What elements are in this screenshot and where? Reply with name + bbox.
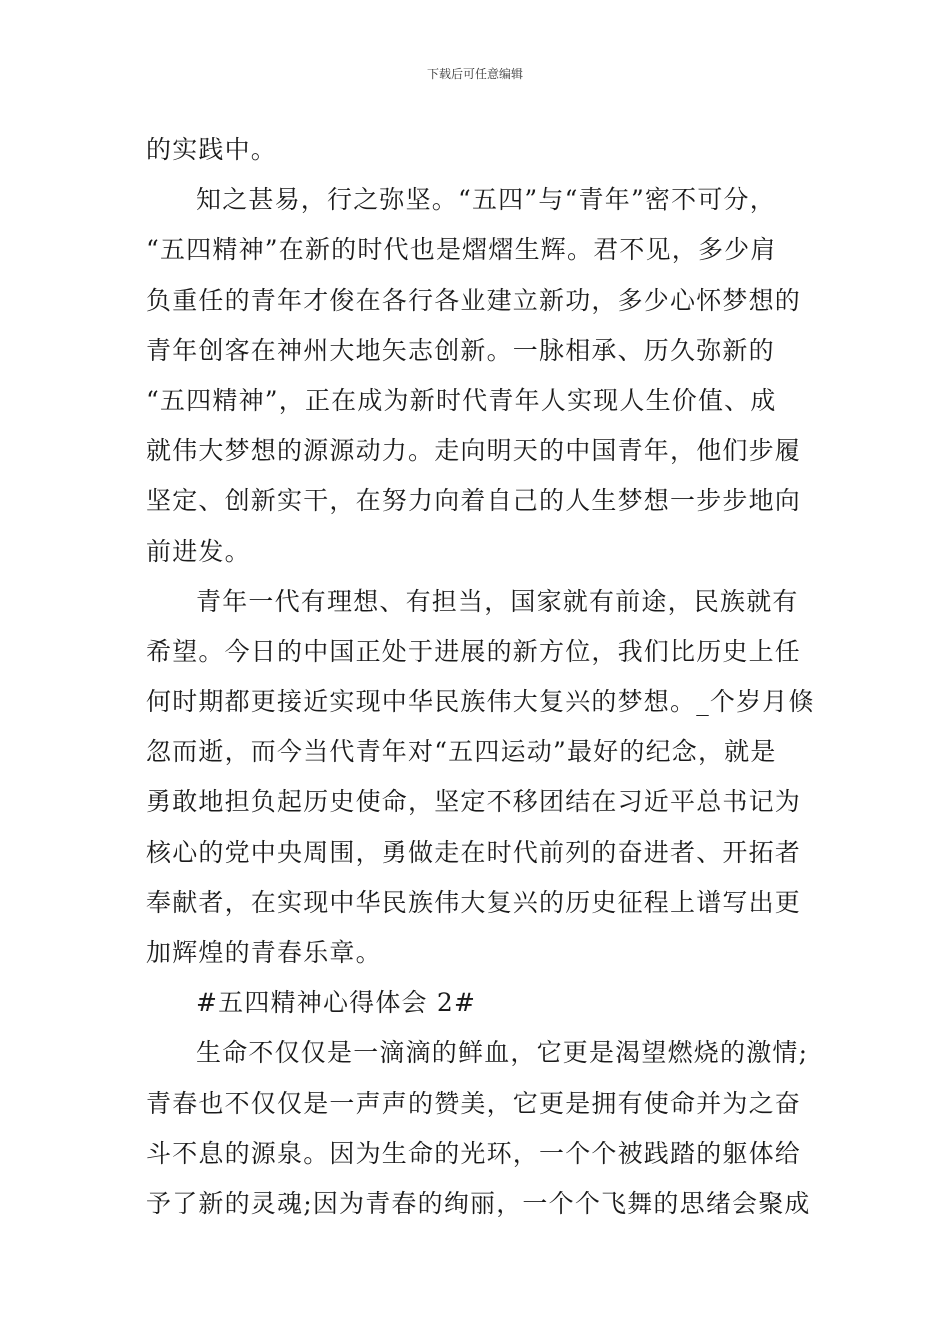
section-heading: #五四精神心得体会 2# [196,988,477,1018]
text-line: 斗不息的源泉。因为生命的光环，一个个被践踏的躯体给 [146,1138,802,1168]
text-line: 知之甚易，行之弥坚。“五四”与“青年”密不可分， [196,185,776,215]
text-line: 的实践中。 [146,135,278,164]
text-line: 希望。今日的中国正处于进展的新方位，我们比历史上任 [146,636,802,666]
page-header: 下载后可任意编辑 [426,67,523,81]
text-line: 青春也不仅仅是一声声的赞美，它更是拥有使命并为之奋 [146,1088,802,1118]
document-body [146,125,815,1229]
text-line: 就伟大梦想的源源动力。走向明天的中国青年，他们步履 [146,436,802,466]
text-line: 生命不仅仅是一滴滴的鲜血，它更是渴望燃烧的激情; [196,1038,809,1068]
text-line: 坚定、创新实干，在努力向着自己的人生梦想一步步地向 [146,486,802,516]
text-line: 前进发。 [146,536,251,566]
text-line: “五四精神”，正在成为新时代青年人实现人生价值、成 [146,385,777,415]
text-line: 核心的党中央周围，勇做走在时代前列的奋进者、开拓者 [146,837,802,867]
text-line: “五四精神”在新的时代也是熠熠生辉。君不见，多少肩 [146,235,777,265]
text-line: 青年创客在神州大地矢志创新。一脉相承、历久弥新的 [146,335,775,365]
text-line: 青年一代有理想、有担当，国家就有前途，民族就有 [196,586,799,616]
text-line: 负重任的青年才俊在各行各业建立新功，多少心怀梦想的 [146,285,802,315]
text-line: 予了新的灵魂;因为青春的绚丽，一个个飞舞的思绪会聚成 [146,1188,811,1218]
text-line: 奉献者，在实现中华民族伟大复兴的历史征程上谱写出更 [146,887,802,917]
text-line: 加辉煌的青春乐章。 [146,938,382,967]
text-line: 勇敢地担负起历史使命，坚定不移团结在习近平总书记为 [146,787,802,817]
text-line: 忽而逝，而今当代青年对“五四运动”最好的纪念，就是 [146,737,777,767]
text-line: 何时期都更接近实现中华民族伟大复兴的梦想。_个岁月倏 [146,687,815,717]
